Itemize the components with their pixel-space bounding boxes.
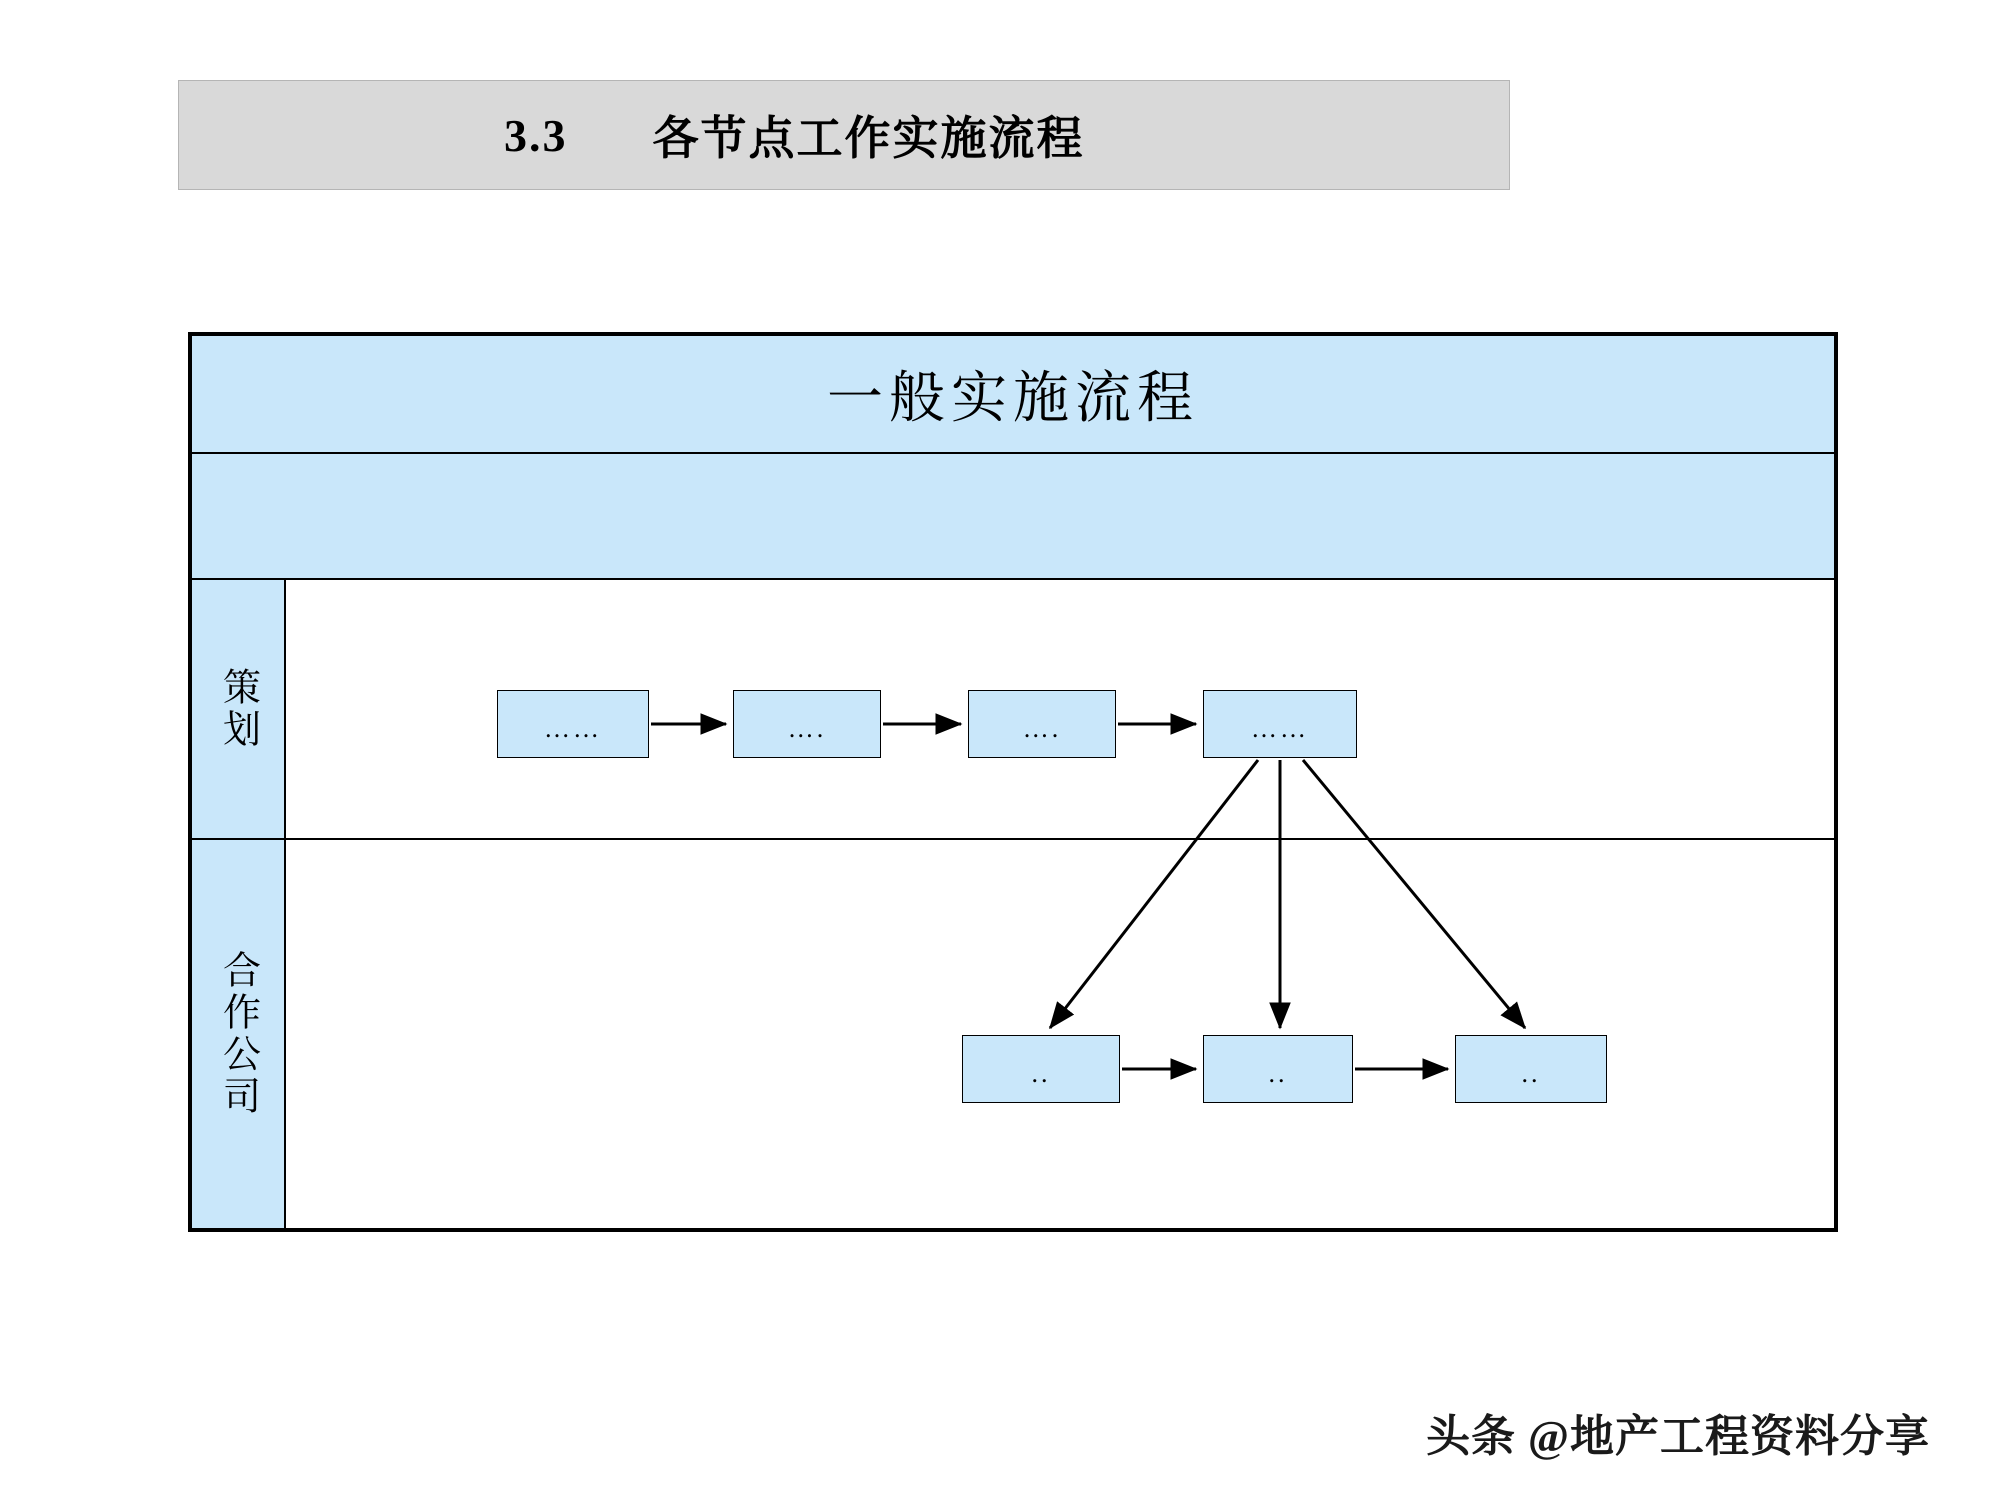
section-title: 各节点工作实施流程 [652, 113, 1085, 164]
process-node-partner-1[interactable]: .. [962, 1035, 1120, 1103]
lane-label-planning [192, 580, 286, 840]
section-number: 3.3 [504, 109, 568, 161]
diagram-title-banner [192, 336, 1834, 454]
diagram-title: 一般实施流程 [827, 368, 1199, 430]
lane-label-planning-text: 策划 [216, 667, 259, 751]
process-node-partner-3[interactable]: .. [1455, 1035, 1607, 1103]
lane-body-partner [286, 840, 1834, 1228]
section-heading [178, 80, 1510, 190]
process-node-planning-1[interactable]: …… [497, 690, 649, 758]
diagram-sub-banner [192, 454, 1834, 580]
process-node-planning-3[interactable]: …. [968, 690, 1116, 758]
watermark: 头条 @地产工程资料分享 [1426, 1412, 1930, 1461]
process-node-planning-4[interactable]: …… [1203, 690, 1357, 758]
lane-label-partner-text: 合作公司 [216, 950, 259, 1118]
process-node-planning-2[interactable]: …. [733, 690, 881, 758]
process-node-partner-2[interactable]: .. [1203, 1035, 1353, 1103]
lane-label-partner [192, 840, 286, 1228]
